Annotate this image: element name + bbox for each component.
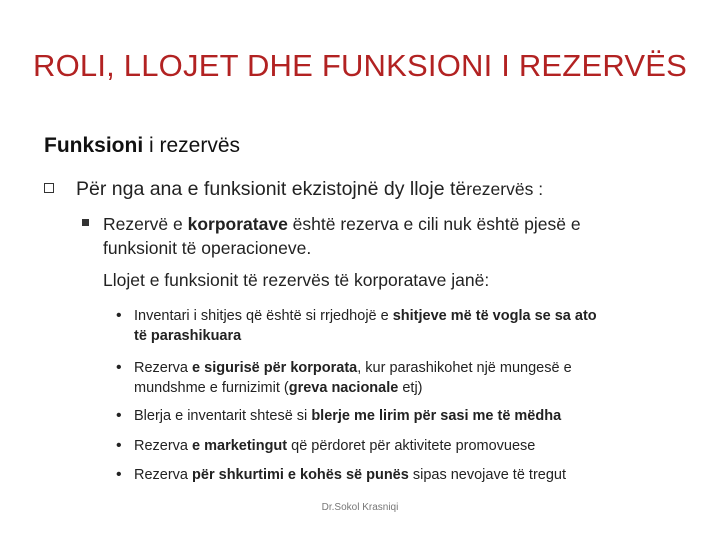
item-line1: Inventari i shitjes që është si rrjedhojë e shitjeve më të vogla se sa ato [134,308,597,324]
dot-bullet-icon: • [116,407,122,424]
item-line1: Rezerva e marketingut që përdoret për aktivitete promovuese [134,438,536,454]
dot-bullet-icon: • [116,307,122,324]
dot-bullet-icon: • [116,359,122,376]
item-line1: Rezerva e sigurisë për korporata, kur parashikohet një mungesë e [134,360,572,376]
level2-continuation: Llojet e funksionit të rezervës të korporatave janë: [103,270,490,290]
list-item [116,465,696,485]
list-item [116,306,696,346]
level2-line2: funksionit të operacioneve. [103,238,312,258]
level2-bullet-item [82,212,692,260]
level1-text-small: rezervës : [466,179,544,199]
level1-text: Për nga ana e funksionit ekzistojnë dy lloje të [76,178,467,200]
level1-bullet-item [44,178,543,201]
list-item [116,436,696,456]
filled-square-bullet-icon [82,219,89,226]
hollow-square-bullet-icon [44,183,54,193]
list-item [116,406,696,426]
slide-footer: Dr.Sokol Krasniqi [321,502,399,513]
heading-bold: Funksioni [44,134,144,157]
item-line1: Blerja e inventarit shtesë si blerje me lirim për sasi me të mëdha [134,408,562,424]
list-item [116,358,696,398]
item-line2: mundshme e furnizimit (greva nacionale etj) [134,380,423,396]
slide-title: ROLI, LLOJET DHE FUNKSIONI I REZERVËS [33,48,687,83]
section-heading [44,134,240,158]
heading-rest: i rezervës [143,134,241,157]
item-line2: të parashikuara [134,328,242,344]
dot-bullet-icon: • [116,437,122,454]
dot-bullet-icon: • [116,466,122,483]
level2-line1: Rezervë e korporatave është rezerva e cili nuk është pjesë e [103,214,581,234]
item-line1: Rezerva për shkurtimi e kohës së punës sipas nevojave të tregut [134,467,566,483]
